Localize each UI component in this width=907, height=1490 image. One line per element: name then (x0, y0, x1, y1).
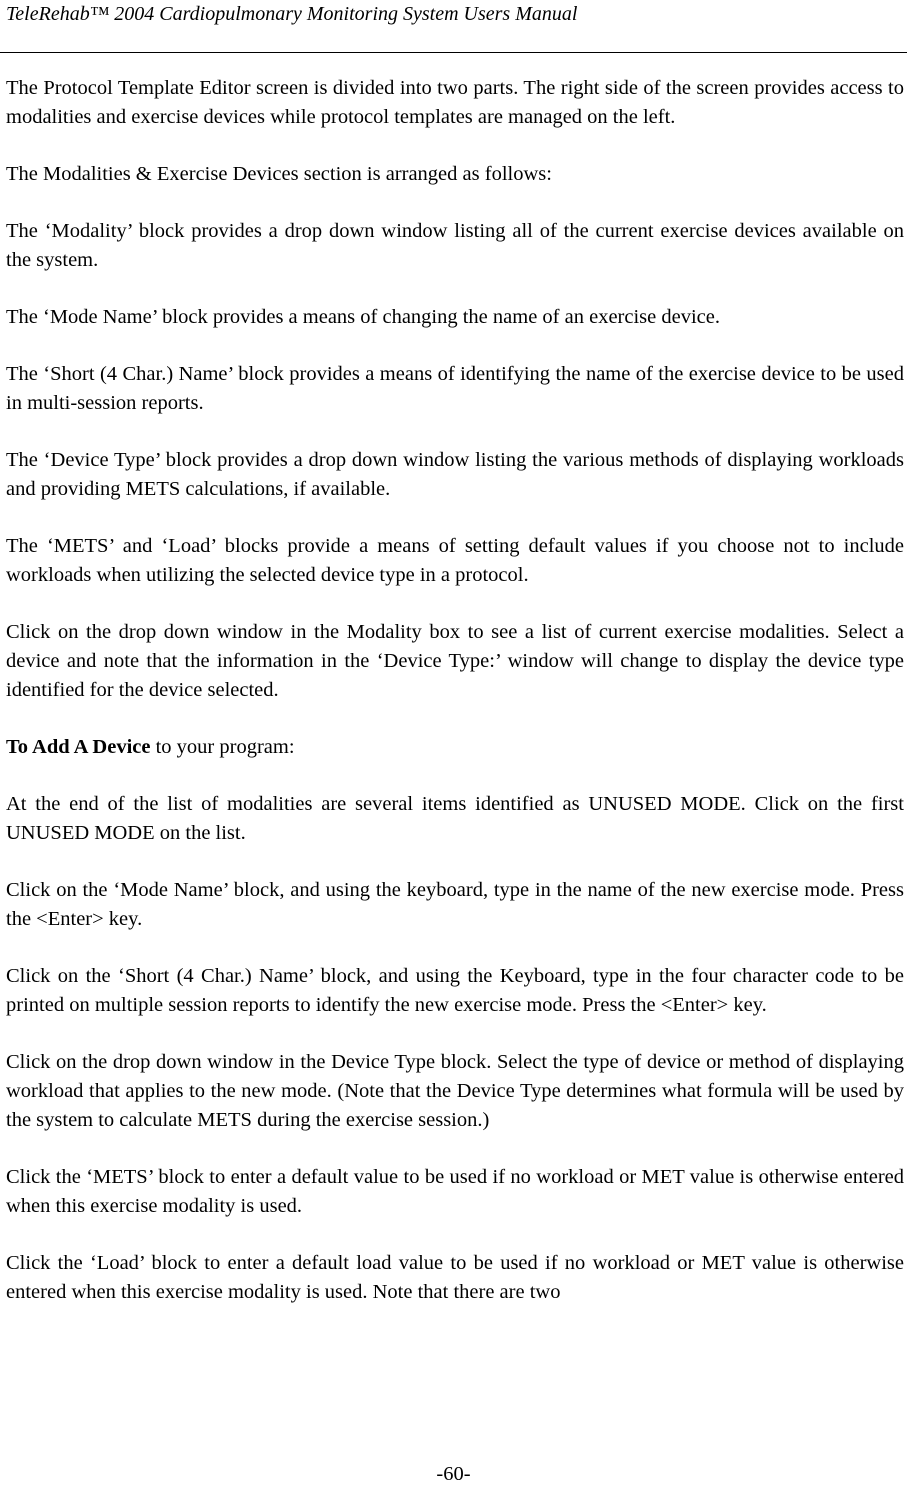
paragraph-enter-mode-name: Click on the ‘Mode Name’ block, and using the keyboard, type in the name of the new exercise mode. Press the <Enter> key. (6, 879, 904, 930)
paragraph-unused-mode: At the end of the list of modalities are several items identified as UNUSED MODE. Click on the first UNUSED MODE on the list. (6, 793, 904, 844)
body-text (6, 74, 904, 1307)
paragraph-intro: The Protocol Template Editor screen is divided into two parts. The right side of the screen provides access to modalities and exercise devices while protocol templates are managed on the left. (6, 77, 904, 128)
paragraph-enter-short-name: Click on the ‘Short (4 Char.) Name’ block, and using the Keyboard, type in the four character code to be printed on multiple session reports to identify the new exercise mode. Press the <Enter> key. (6, 965, 904, 1016)
paragraph-mets-load-blocks: The ‘METS’ and ‘Load’ blocks provide a means of setting default values if you choose not to include workloads when utilizing the selected device type in a protocol. (6, 535, 904, 586)
running-header: TeleRehab™ 2004 Cardiopulmonary Monitoring System Users Manual (6, 3, 578, 25)
paragraph-mets-default: Click the ‘METS’ block to enter a default value to be used if no workload or MET value is otherwise entered when this exercise modality is used. (6, 1166, 904, 1217)
page-number: -60- (436, 1463, 471, 1485)
paragraph-modality-dropdown: Click on the drop down window in the Modality box to see a list of current exercise modalities. Select a device and note that the information in the ‘Device Type:’ window will change to display the device type identified for the device selected. (6, 621, 904, 701)
paragraph-add-device-heading (6, 733, 904, 762)
paragraph-mode-name-block: The ‘Mode Name’ block provides a means of changing the name of an exercise device. (6, 306, 720, 328)
paragraph-load-default: Click the ‘Load’ block to enter a default load value to be used if no workload or MET value is otherwise entered when this exercise modality is used. Note that there are two (6, 1252, 904, 1303)
add-device-lead-rest: to your program: (150, 736, 295, 758)
add-device-bold-lead: To Add A Device (6, 736, 151, 758)
paragraph-modality-block: The ‘Modality’ block provides a drop down window listing all of the current exercise devices available on the system. (6, 220, 904, 271)
paragraph-select-device-type: Click on the drop down window in the Device Type block. Select the type of device or method of displaying workload that applies to the new mode. (Note that the Device Type determines what formula will be used by the system to calculate METS during the exercise session.) (6, 1051, 904, 1131)
header-rule (0, 52, 907, 53)
paragraph-device-type-block: The ‘Device Type’ block provides a drop down window listing the various methods of displaying workloads and providing METS calculations, if available. (6, 449, 904, 500)
paragraph-section-arrangement: The Modalities & Exercise Devices section is arranged as follows: (6, 163, 552, 185)
paragraph-short-name-block: The ‘Short (4 Char.) Name’ block provides a means of identifying the name of the exercise device to be used in multi-session reports. (6, 363, 904, 414)
